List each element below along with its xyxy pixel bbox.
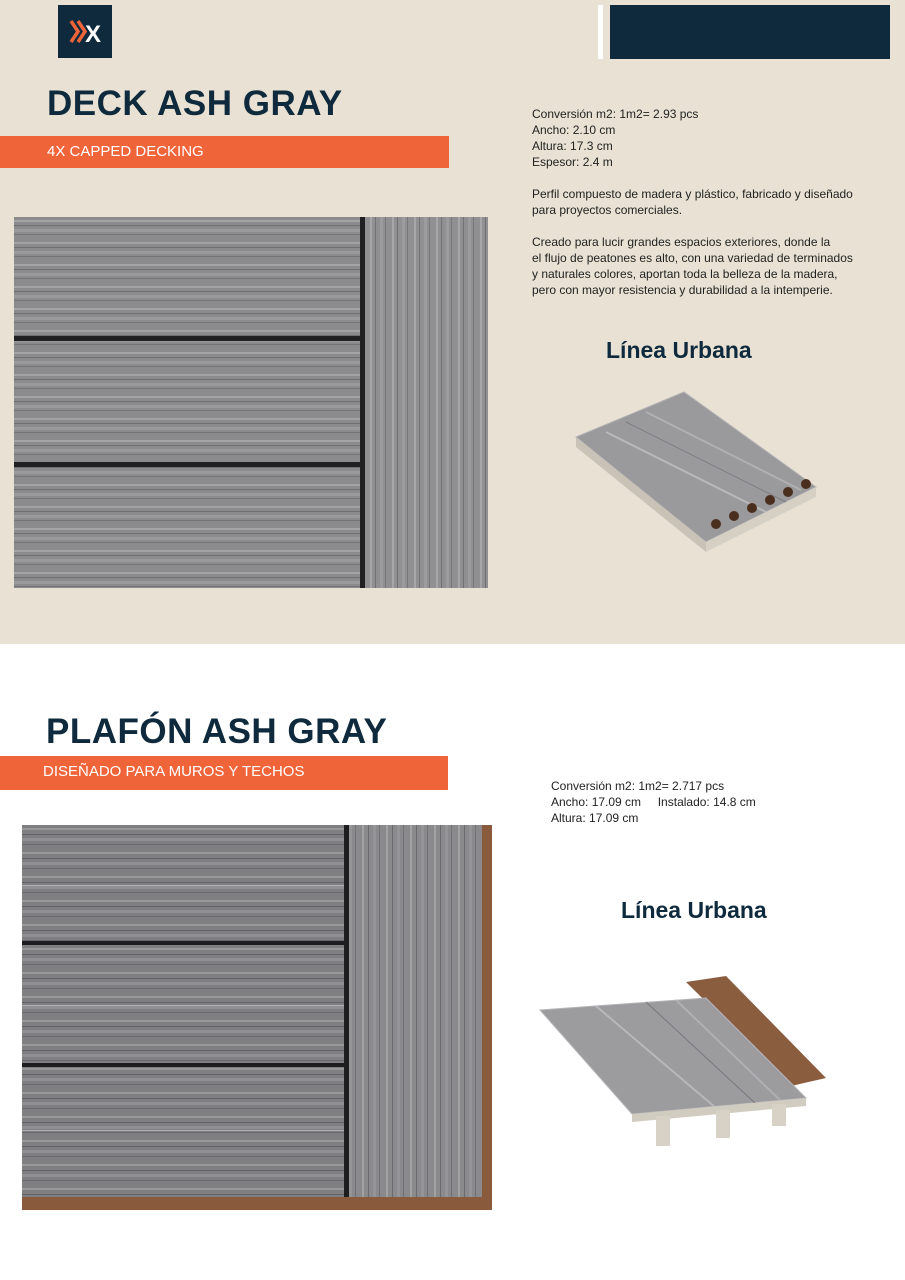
deck-spec-conversion: Conversión m2: 1m2= 2.93 pcs xyxy=(532,107,699,121)
plafon-spec-width: Ancho: 17.09 cm Instalado: 14.8 cm xyxy=(551,795,756,809)
plafon-spec-height: Altura: 17.09 cm xyxy=(551,811,639,825)
plafon-line-name: Línea Urbana xyxy=(621,897,767,923)
deck-spec-width: Ancho: 2.10 cm xyxy=(532,123,616,137)
plafon-board-product-image xyxy=(536,968,832,1148)
deck-paragraph-2 xyxy=(532,234,892,298)
deck-description xyxy=(532,106,892,314)
deck-line-name: Línea Urbana xyxy=(606,337,752,363)
header-divider xyxy=(598,5,603,59)
deck-spec-height: Altura: 17.3 cm xyxy=(532,139,613,153)
plafon-specs xyxy=(551,778,891,826)
deck-paragraph-1-line: para proyectos comerciales. xyxy=(532,203,683,217)
deck-paragraph-2-line: el flujo de peatones es alto, con una variedad de terminados xyxy=(532,251,853,265)
deck-paragraph-1-line: Perfil compuesto de madera y plástico, fabricado y diseñado xyxy=(532,187,853,201)
deck-subtitle-band: 4X CAPPED DECKING xyxy=(0,136,449,168)
plafon-title: PLAFÓN ASH GRAY xyxy=(46,712,388,751)
deck-paragraph-2-line: pero con mayor resistencia y durabilidad a la intemperie. xyxy=(532,283,833,297)
logo-chevron-icon xyxy=(58,5,112,58)
plafon-spec-conversion: Conversión m2: 1m2= 2.717 pcs xyxy=(551,779,725,793)
header-bar xyxy=(610,5,890,59)
deck-paragraph-2-line: y naturales colores, aportan toda la belleza de la madera, xyxy=(532,267,838,281)
deck-paragraph-2-line: Creado para lucir grandes espacios exteriores, donde la xyxy=(532,235,831,249)
logo-letter: X xyxy=(85,21,102,48)
plafon-wood-texture-image xyxy=(22,825,492,1210)
plafon-subtitle-band: DISEÑADO PARA MUROS Y TECHOS xyxy=(0,756,448,790)
deck-spec-thickness: Espesor: 2.4 m xyxy=(532,155,613,169)
brand-logo[interactable] xyxy=(58,5,112,58)
deck-wood-texture-image xyxy=(14,217,488,588)
deck-title: DECK ASH GRAY xyxy=(47,84,343,123)
deck-specs xyxy=(532,106,892,170)
deck-board-product-image xyxy=(566,382,826,552)
deck-paragraph-1 xyxy=(532,186,892,218)
